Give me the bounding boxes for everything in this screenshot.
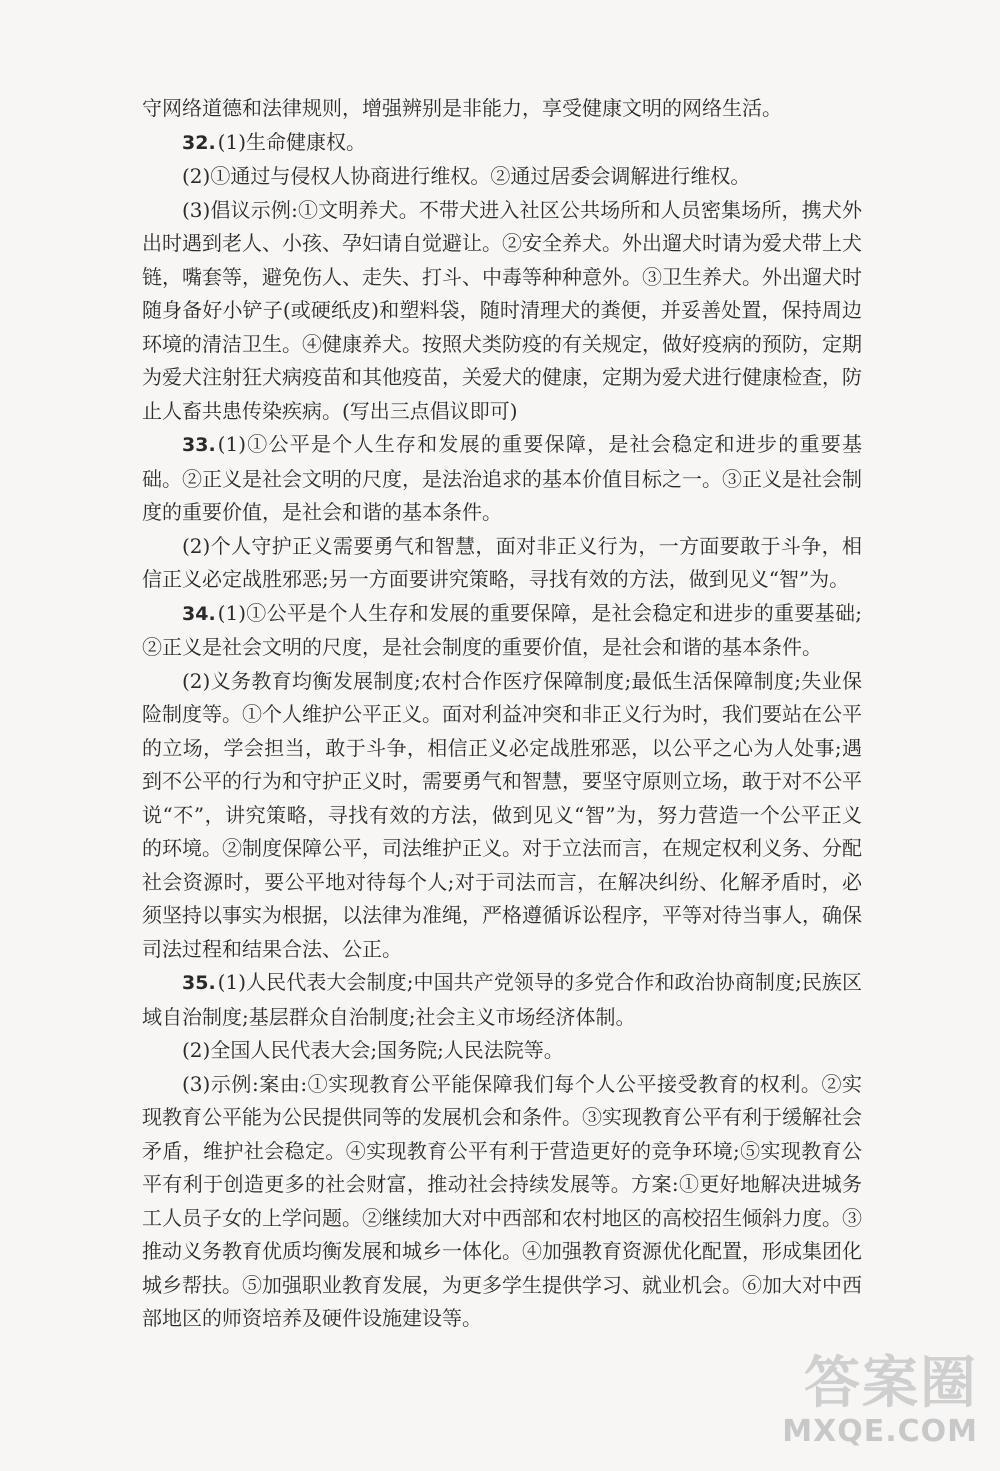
q34-answer-1 [142, 597, 862, 665]
watermark-title: 答案圈 [804, 1351, 978, 1416]
watermark-logo [758, 1353, 978, 1463]
q35-answer-1 [142, 966, 862, 1034]
q32-number: 32. [182, 131, 216, 154]
q32-answer-1 [142, 126, 862, 161]
q35-answer-3: (3)示例:案由:①实现教育公平能保障我们每个人公平接受教育的权利。②实现教育公平能为公民提供同等的发展机会和条件。③实现教育公平有利于缓解社会矛盾，维护社会稳定。④实现教育公平有利于营造更好的竞争环境;⑤实现教育公平有利于创造更多的社会财富，推动社会持续发展等。方案:①更好地解决进城务工人员子女的上学问题。②继续加大对中西部和农村地区的高校招生倾斜力度。③推动义务教育优质均衡发展和城乡一体化。④加强教育资源优化配置，形成集团化城乡帮扶。⑤加强职业教育发展，为更多学生提供学习、就业机会。⑥加大对中西部地区的师资培养及硬件设施建设等。 [142, 1071, 862, 1330]
q35-number: 35. [182, 972, 216, 994]
q33-answer-2: (2)个人守护正义需要勇气和智慧，面对非正义行为，一方面要敢于斗争，相信正义必定战胜邪恶;另一方面要讲究策略，寻找有效的方法，做到见义“智”为。 [142, 533, 862, 591]
answer-page [142, 92, 862, 1336]
q32-text-1: (1)生命健康权。 [217, 129, 367, 154]
paragraph-continuation: 守网络道德和法律规则，增强辨别是非能力，享受健康文明的网络生活。 [142, 96, 782, 120]
q35-text-1: (1)人民代表大会制度;中国共产党领导的多党合作和政治协商制度;民族区域自治制度;基层群众自治制度;社会主义市场经济体制。 [142, 970, 862, 1029]
q35-answer-2: (2)全国人民代表大会;国务院;人民法院等。 [182, 1038, 564, 1062]
q32-answer-3: (3)倡议示例:①文明养犬。不带犬进入社区公共场所和人员密集场所，携犬外出时遇到老人、小孩、孕妇请自觉避让。②安全养犬。外出遛犬时请为爱犬带上犬链，嘴套等，避免伤人、走失、打斗、中毒等种种意外。③卫生养犬。外出遛犬时随身备好小铲子(或硬纸皮)和塑料袋，随时清理犬的粪便，并妥善处置，保持周边环境的清洁卫生。④健康养犬。按照犬类防疫的有关规定，做好疫病的预防，定期为爱犬注射狂犬病疫苗和其他疫苗，关爱犬的健康，定期为爱犬进行健康检查，防止人畜共患传染疾病。(写出三点倡议即可) [142, 197, 862, 423]
q32-answer-2: (2)①通过与侵权人协商进行维权。②通过居委会调解进行维权。 [182, 164, 751, 188]
q34-number: 34. [182, 602, 216, 625]
q33-answer-1 [142, 428, 862, 530]
q34-text-1: (1)①公平是个人生存和发展的重要保障，是社会稳定和进步的重要基础;②正义是社会文明的尺度，是社会制度的重要价值，是社会和谐的基本条件。 [142, 600, 862, 659]
q33-number: 33. [182, 434, 216, 456]
watermark-url: MXQE.COM [782, 1414, 978, 1449]
q33-text-1: (1)①公平是个人生存和发展的重要保障，是社会稳定和进步的重要基础。②正义是社会文明的尺度，是法治追求的基本价值目标之一。③正义是社会制度的重要价值，是社会和谐的基本条件。 [142, 432, 862, 524]
q34-answer-2: (2)义务教育均衡发展制度;农村合作医疗保障制度;最低生活保障制度;失业保险制度等。①个人维护公平正义。面对利益冲突和非正义行为时，我们要站在公平的立场，学会担当，敢于斗争，相信正义必定战胜邪恶，以公平之心为人处事;遇到不公平的行为和守护正义时，需要勇气和智慧，要坚守原则立场，敢于对不公平说“不”，讲究策略，寻找有效的方法，做到见义“智”为，努力营造一个公平正义的环境。②制度保障公平，司法维护正义。对于立法而言，在规定权利义务、分配社会资源时，要公平地对待每个人;对于司法而言，在解决纠纷、化解矛盾时，必须坚持以事实为根据，以法律为准绳，严格遵循诉讼程序，平等对待当事人，确保司法过程和结果合法、公正。 [142, 668, 862, 961]
